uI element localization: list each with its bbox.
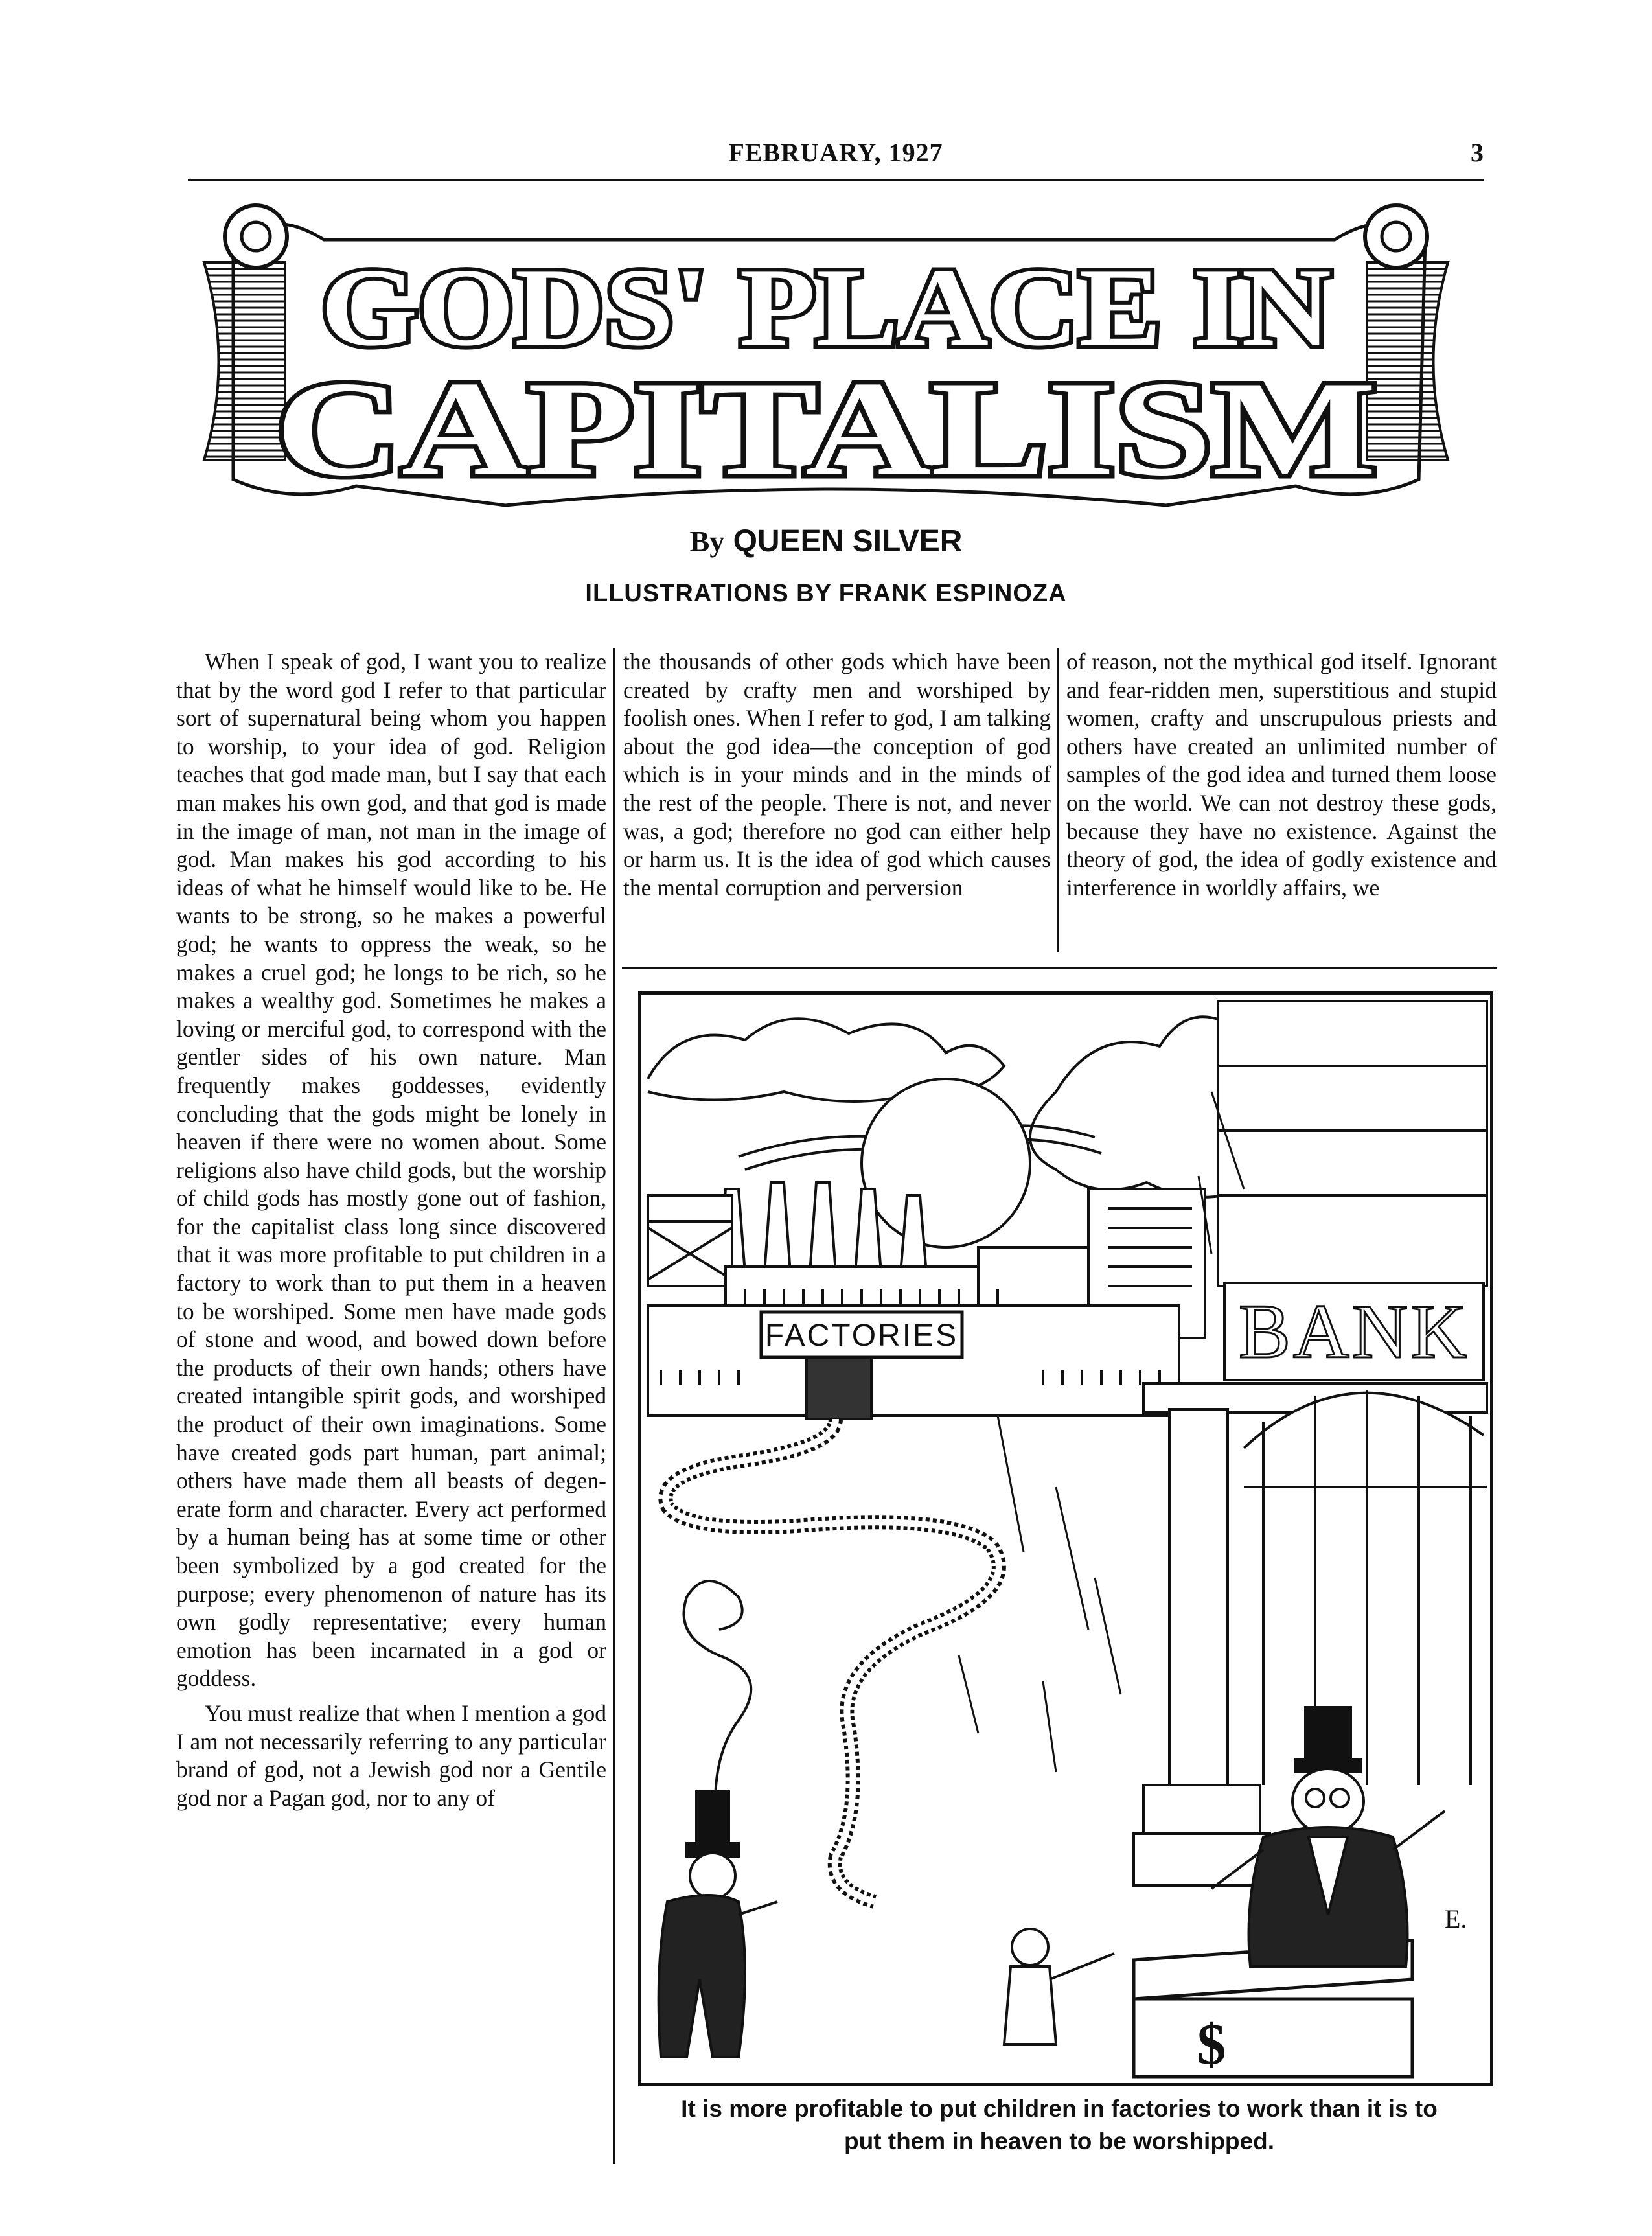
caption-line-1: It is more profitable to put children in factories to work than it is to: [681, 2095, 1438, 2122]
page-number: 3: [1471, 138, 1484, 167]
article-column-3: [1066, 648, 1497, 952]
artist-initial: E.: [1445, 1904, 1467, 1933]
title-line-2: CAPITALISM: [275, 354, 1377, 504]
factories-sign: FACTORIES: [764, 1319, 959, 1353]
issue-date: FEBRUARY, 1927: [728, 138, 943, 167]
scroll-curl-right: [1365, 205, 1427, 268]
byline-prefix: By: [689, 525, 725, 558]
article-paragraph: the thousands of other gods which have been created by crafty men and worshiped by foolish ones. When I refer to god, I am talking about the god idea—the conception of god which is in your minds and in the minds of the rest of the people. There is not, and never was, a god; therefore no god can either help or harm us. It is the idea of god which causes the mental corruption and perversion: [623, 649, 1051, 901]
title-banner: [194, 201, 1458, 525]
cartoon-caption: [622, 2093, 1497, 2158]
article-paragraph: of reason, not the mythical god itself. Ignorant and fear-ridden men, superstitious and stupid women, crafty and unscrupulous priests and others have created an unlimited number of samples of the god idea and turned them loose on the world. We can not destroy these gods, because they have no existence. Against the theory of god, the idea of godly existence and interference in worldly affairs, we: [1066, 649, 1497, 901]
column-rule: [613, 648, 615, 2164]
caption-line-2: put them in heaven to be worshipped.: [844, 2128, 1274, 2154]
page-header: [188, 137, 1484, 181]
article-column-2: [623, 648, 1051, 952]
column-rule: [1057, 648, 1059, 952]
article-paragraph: You must realize that when I mention a god I am not necessarily referring to any particular brand of god, not a Jewish god nor a Gentile god nor a Pagan god, nor to any of: [176, 1700, 606, 1811]
illustrations-credit: ILLUSTRATIONS BY FRANK ESPINOZA: [585, 580, 1067, 607]
author-name: QUEEN SILVER: [733, 524, 963, 559]
title-line-1: GODS' PLACE IN: [321, 246, 1331, 369]
scroll-curl-left: [225, 205, 287, 268]
factory-door: [807, 1357, 871, 1419]
article-paragraph: When I speak of god, I want you to realize that by the word god I refer to that particular sort of supernatural being whom you happen to worship, to your idea of god. Religion teaches that god made man, but I say that each man makes his own god, and that god is made in the image of man, not man in the image of god. Man makes his god according to his ideas of what he himself would like to be. He wants to be strong, so he makes a powerful god; he wants to oppress the weak, so he makes a cruel god; he longs to be rich, so he makes a wealthy god. Sometimes he makes a loving or merciful god, to correspond with the gentler sides of his own nature. Man frequently makes goddesses, evidently concluding that the gods might be lonely in heaven if there were no women about. Some religions also have child gods, but the worship of child gods has mostly gone out of fashion, for the capitalist class long since discovered that it was more profitable to put children in a factory to work than to put them in a heaven to be worshiped. Some men have made gods of stone and wood, and bowed down before the products of their own hands; others have created intangible spirit gods, and worshiped the product of their own imaginations. Some have created gods part human, part animal; others have made them all beasts of degenerate form and character. Every act performed by a human being has at some time or other been symbolized by a god created for the purpose; every phenomenon of nature has its own godly representative; every human emotion has been incarnated in a god or goddess.: [176, 649, 606, 1692]
bank-sign: BANK: [1238, 1288, 1470, 1374]
sun: [862, 1079, 1030, 1247]
child-figure: [1004, 1929, 1114, 2044]
illustration-top-rule: [622, 967, 1497, 969]
dollar-sign: $: [1197, 2012, 1226, 2077]
capitalist-figure-left: [659, 1792, 777, 2057]
byline: [0, 524, 1652, 559]
editorial-cartoon: [638, 991, 1493, 2086]
article-column-1: [176, 648, 606, 2151]
